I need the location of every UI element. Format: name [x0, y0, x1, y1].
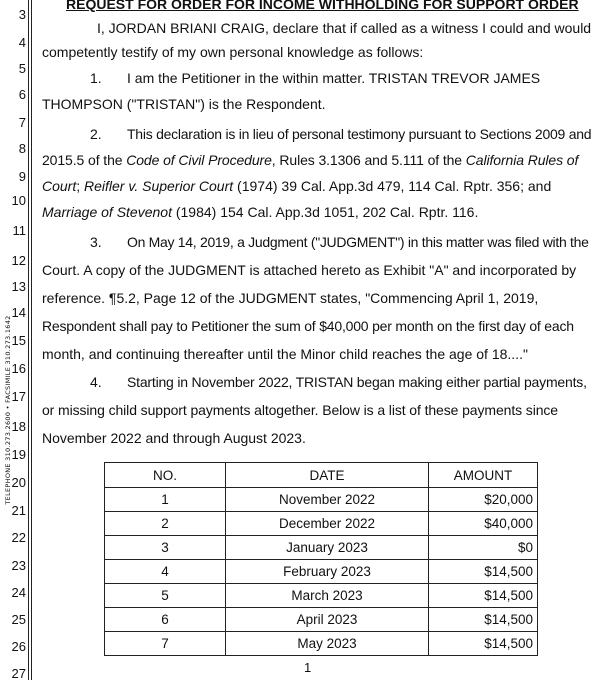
table-row [105, 632, 538, 656]
margin-rule [28, 0, 29, 680]
line-number: 12 [11, 253, 26, 268]
payment-date-cell: February 2023 [226, 560, 429, 584]
table-row [105, 584, 538, 608]
payment-date-cell: December 2022 [226, 512, 429, 536]
payment-amount-cell: $14,500 [429, 584, 538, 608]
table-row [105, 488, 538, 512]
text-line: competently testify of my own personal knowledge as follows: [42, 44, 424, 60]
line-number: 16 [11, 361, 26, 376]
firm-contact-text: TELEPHONE 310.273.2600 • FACSIMILE 310.273.1642 [4, 315, 12, 505]
payment-amount-cell: $40,000 [429, 512, 538, 536]
text-line: Court. A copy of the JUDGMENT is attached hereto as Exhibit "A" and incorporated by [42, 262, 577, 278]
text-line: Court; Reifler v. Superior Court (1974) 39 Cal. App.3d 479, 114 Cal. Rptr. 356; and [42, 178, 552, 194]
payment-number-cell: 7 [105, 632, 226, 656]
line-number: 23 [11, 558, 26, 573]
margin-rule [31, 0, 32, 680]
text-line: or missing child support payments altogether. Below is a list of these payments since [42, 402, 558, 418]
text-line: On May 14, 2019, a Judgment ("JUDGMENT") in this matter was filed with the [127, 234, 589, 250]
paragraph-number: 1. [90, 70, 102, 86]
line-number: 10 [11, 193, 26, 208]
line-number: 26 [11, 639, 26, 654]
line-number: 15 [11, 333, 26, 348]
payment-amount-cell: $14,500 [429, 560, 538, 584]
table-row [105, 560, 538, 584]
text-line: Starting in November 2022, TRISTAN began making either partial payments, [127, 374, 587, 390]
line-number: 11 [12, 223, 26, 238]
text-line: month, and continuing thereafter until the Minor child reaches the age of 18...." [42, 346, 528, 362]
payment-number-cell: 2 [105, 512, 226, 536]
paragraph-number: 3. [90, 234, 102, 250]
line-number: 19 [11, 447, 26, 462]
payment-number-cell: 3 [105, 536, 226, 560]
payment-date-cell: January 2023 [226, 536, 429, 560]
table-row [105, 512, 538, 536]
payment-number-cell: 6 [105, 608, 226, 632]
payment-date-cell: April 2023 [226, 608, 429, 632]
line-number: 3 [18, 7, 26, 22]
line-number: 18 [11, 419, 26, 434]
text-line: This declaration is in lieu of personal testimony pursuant to Sections 2009 and [127, 126, 592, 142]
line-number: 4 [18, 35, 26, 50]
payment-amount-cell: $20,000 [429, 488, 538, 512]
payment-date-cell: March 2023 [226, 584, 429, 608]
document-heading: REQUEST FOR ORDER FOR INCOME WITHHOLDING FOR SUPPORT ORDER [66, 0, 579, 12]
payment-amount-cell: $14,500 [429, 632, 538, 656]
text-line: 2015.5 of the Code of Civil Procedure, Rules 3.1306 and 5.111 of the California Rules of [42, 152, 579, 168]
line-number: 24 [11, 585, 26, 600]
table-row [105, 608, 538, 632]
line-number: 9 [18, 169, 26, 184]
line-number: 17 [11, 389, 26, 404]
payment-amount-cell: $0 [429, 536, 538, 560]
paragraph-number: 2. [90, 126, 102, 142]
line-number: 22 [11, 530, 26, 545]
payment-date-cell: November 2022 [226, 488, 429, 512]
payment-amount-cell: $14,500 [429, 608, 538, 632]
text-line: I, JORDAN BRIANI CRAIG, declare that if called as a witness I could and would [97, 20, 592, 36]
text-line: Respondent shall pay to Petitioner the sum of $40,000 per month on the first day of each [42, 318, 574, 334]
line-number-gutter [0, 0, 40, 680]
payment-number-cell: 4 [105, 560, 226, 584]
table-header-row [105, 463, 538, 488]
page-number: 1 [304, 660, 312, 675]
text-line: reference. ¶5.2, Page 12 of the JUDGMENT states, "Commencing April 1, 2019, [42, 290, 539, 306]
text-line: I am the Petitioner in the within matter. TRISTAN TREVOR JAMES [127, 70, 541, 86]
payment-number-cell: 1 [105, 488, 226, 512]
payment-date-cell: May 2023 [226, 632, 429, 656]
payment-number-cell: 5 [105, 584, 226, 608]
column-header-amount: AMOUNT [429, 463, 538, 488]
line-number: 21 [11, 503, 26, 518]
paragraph-number: 4. [90, 374, 102, 390]
text-line: Marriage of Stevenot (1984) 154 Cal. App.3d 1051, 202 Cal. Rptr. 116. [42, 204, 479, 220]
column-header-date: DATE [226, 463, 429, 488]
line-number: 27 [11, 666, 26, 681]
firm-contact-sidebar [0, 315, 16, 505]
text-line: THOMPSON ("TRISTAN") is the Respondent. [42, 96, 326, 112]
line-number: 5 [18, 61, 26, 76]
line-number: 8 [18, 141, 26, 156]
line-number: 7 [18, 115, 26, 130]
payments-table [104, 462, 538, 656]
table-row [105, 536, 538, 560]
column-header-no: NO. [105, 463, 226, 488]
text-line: November 2022 and through August 2023. [42, 430, 306, 446]
line-number: 6 [18, 87, 26, 102]
line-number: 13 [11, 279, 26, 294]
line-number: 25 [11, 612, 26, 627]
line-number: 14 [11, 305, 26, 320]
line-number: 20 [11, 475, 26, 490]
